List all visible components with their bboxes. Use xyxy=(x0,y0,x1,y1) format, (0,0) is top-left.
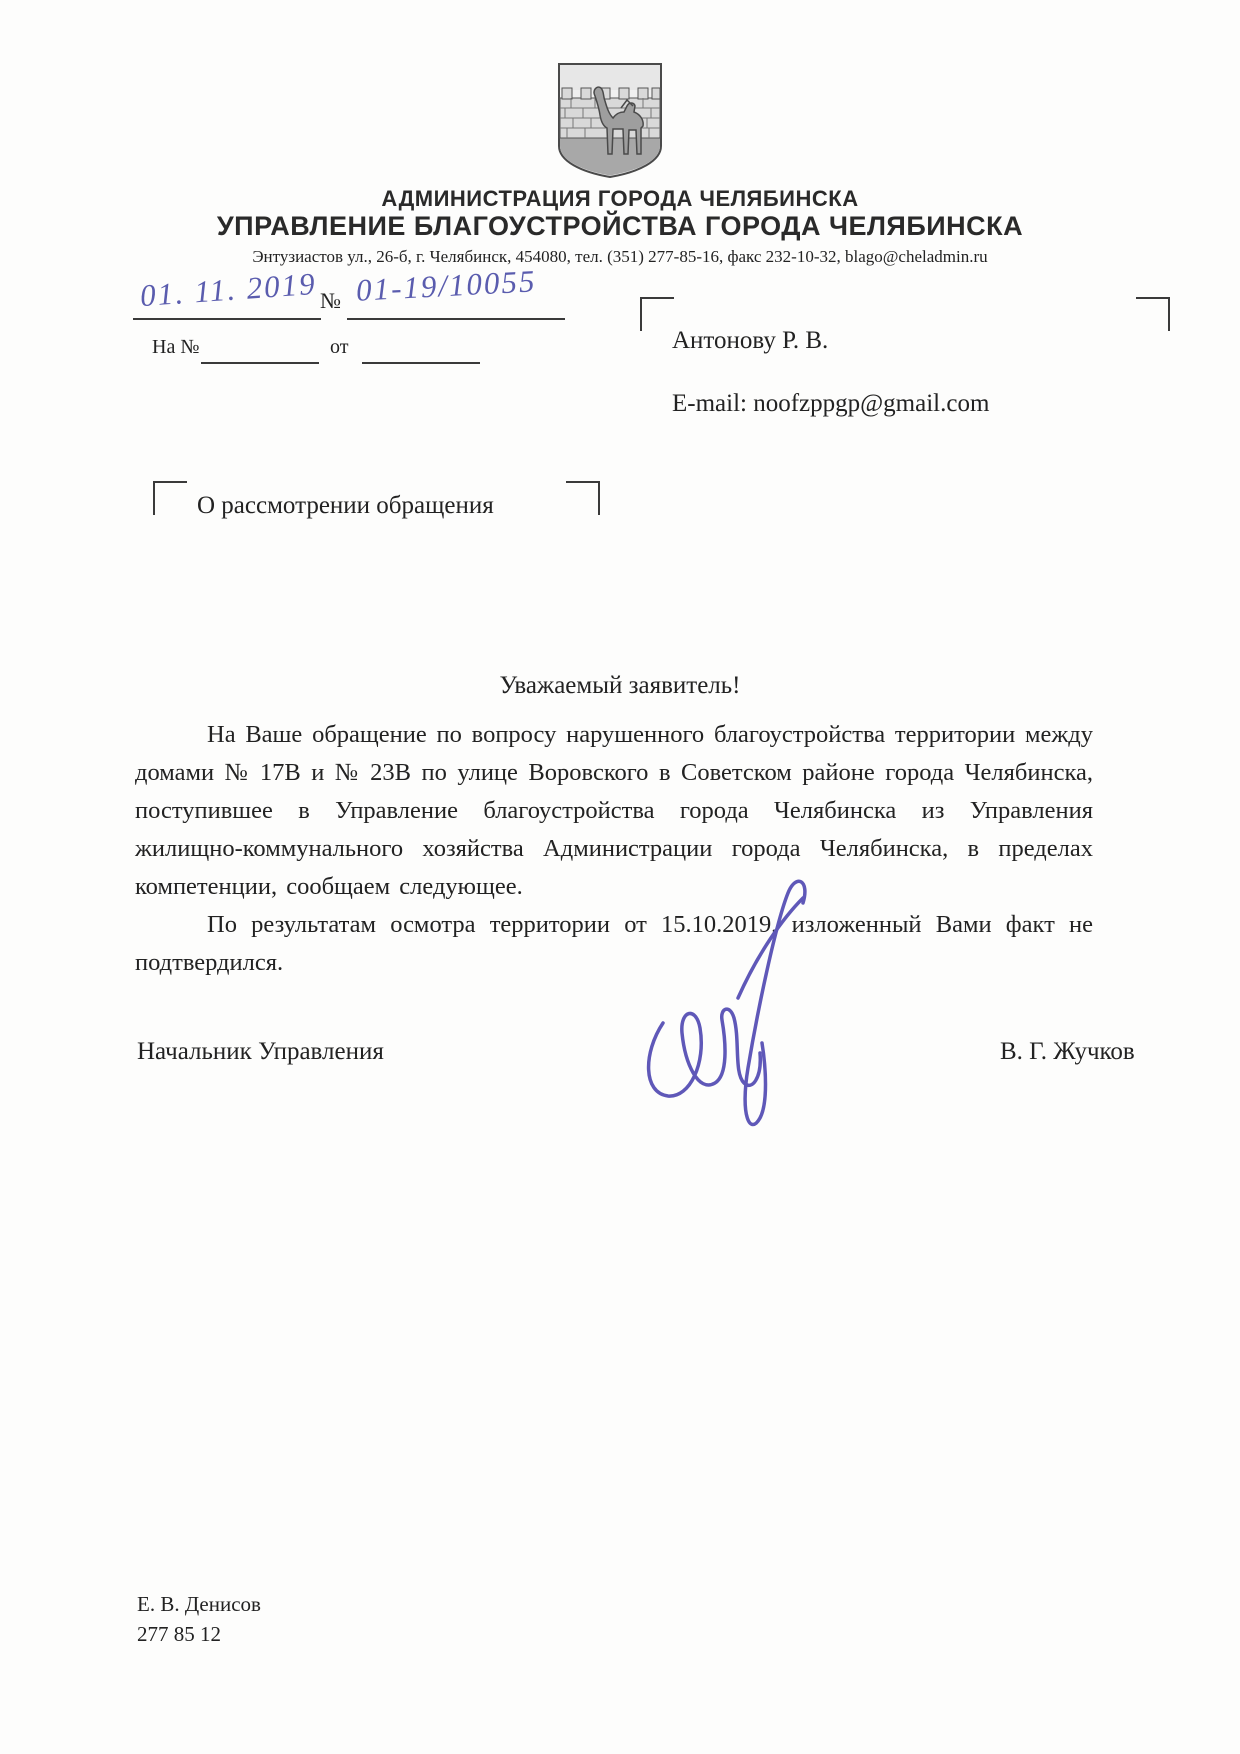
reply-from-label: от xyxy=(330,336,349,358)
date-underline xyxy=(133,318,321,320)
outgoing-date-handwritten: 01. 11. 2019 xyxy=(138,265,318,314)
number-sign-label: № xyxy=(320,288,341,313)
addressee-name: Антонову Р. В. xyxy=(672,327,829,354)
executor-name: Е. В. Денисов xyxy=(137,1592,261,1616)
reply-number-underline xyxy=(201,362,319,364)
signature-icon xyxy=(618,868,828,1148)
addressee-email: E-mail: noofzppgp@gmail.com xyxy=(672,390,990,417)
subject-corner-mark-right xyxy=(566,481,600,515)
salutation: Уважаемый заявитель! xyxy=(499,672,741,699)
subject-corner-mark-left xyxy=(153,481,187,515)
handwritten-signature xyxy=(618,868,828,1148)
org-contact-line: Энтузиастов ул., 26-б, г. Челябинск, 454080, тел. (351) 277-85-16, факс 232-10-32, blago@cheladmin.ru xyxy=(252,247,988,266)
body-paragraph: По результатам осмотра территории от 15.10.2019, изложенный Вами факт не подтвердился. xyxy=(135,911,1093,976)
reply-from-underline xyxy=(362,362,480,364)
number-underline xyxy=(347,318,565,320)
signer-name: В. Г. Жучков xyxy=(1000,1038,1135,1065)
addressee-corner-mark-left xyxy=(640,297,674,331)
signer-position-title: Начальник Управления xyxy=(137,1038,384,1065)
body-paragraph: На Ваше обращение по вопросу нарушенного благоустройства территории между домами № 17В и № 23В по улице Воровского в Советском районе города Челябинска, поступившее в Управление благоустройства города Челябинска из Управления жилищно-коммунального хозяйства Администрации города Челябинска, в пределах компетенции, сообщаем следующее. xyxy=(135,721,1093,900)
reply-number-label: На № xyxy=(152,336,200,358)
executor-phone: 277 85 12 xyxy=(137,1622,221,1646)
addressee-corner-mark-right xyxy=(1136,297,1170,331)
org-name: УПРАВЛЕНИЕ БЛАГОУСТРОЙСТВА ГОРОДА ЧЕЛЯБИНСКА xyxy=(216,211,1024,241)
outgoing-number-handwritten: 01-19/10055 xyxy=(355,263,538,308)
letter-body xyxy=(135,716,1093,982)
coat-of-arms-icon xyxy=(551,58,669,180)
subject-line: О рассмотрении обращения xyxy=(197,492,494,519)
chelyabinsk-coat-of-arms xyxy=(551,58,669,180)
org-parent-name: АДМИНИСТРАЦИЯ ГОРОДА ЧЕЛЯБИНСКА xyxy=(381,186,859,211)
